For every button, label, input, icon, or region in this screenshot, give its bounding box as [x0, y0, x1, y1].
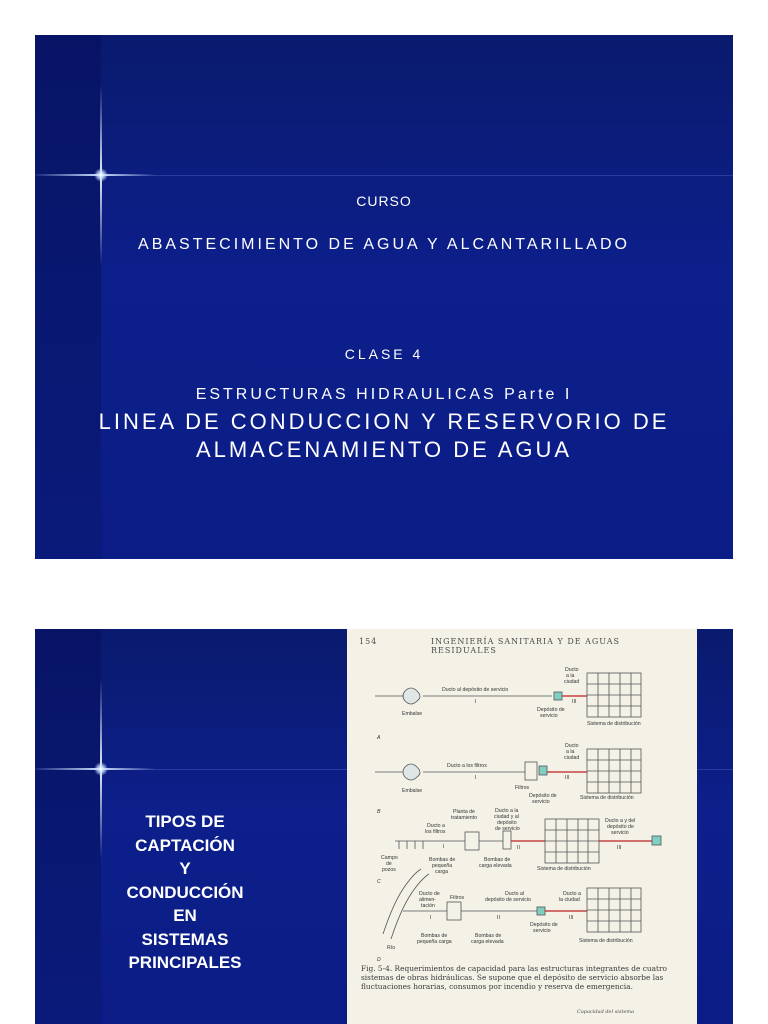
- heading-line: EN: [173, 906, 197, 925]
- heading-line: TIPOS DE: [145, 812, 225, 831]
- figure-label: la ciudad: [559, 897, 580, 903]
- figure-label: Sistema de distribución: [587, 721, 641, 727]
- figure-label: Ducto a la: [495, 808, 519, 814]
- figure-label: alimen-: [419, 897, 437, 903]
- left-band: [35, 629, 101, 1024]
- figure-label: ciudad y al: [494, 814, 519, 820]
- heading-line: SISTEMAS: [141, 929, 229, 949]
- figure-label: tratamiento: [451, 815, 477, 821]
- figure-label: carga elevada: [471, 939, 504, 945]
- main-title: [35, 408, 733, 464]
- figure-label: Depósito de: [530, 922, 558, 928]
- content-slide: [35, 629, 733, 1024]
- class-number: CLASE 4: [344, 346, 424, 362]
- sparkle-icon: [94, 762, 108, 776]
- figure-label: depósito de: [607, 824, 634, 830]
- running-title: INGENIERÍA SANITARIA Y DE AGUAS RESIDUALES: [431, 637, 621, 655]
- figure-label: depósito de servicio: [485, 897, 531, 903]
- figure-label: Sistema de distribución: [579, 938, 633, 944]
- figure-label: Campo: [381, 855, 398, 861]
- figure-letter: D: [377, 957, 381, 963]
- figure-label: I: [443, 844, 445, 850]
- figure-label: Bombas de: [429, 857, 456, 863]
- figure-label: Ducto al: [505, 891, 525, 897]
- figure-label: Depósito de: [529, 793, 557, 799]
- figure-label: Embalse: [402, 711, 423, 717]
- scanned-book-page: [347, 629, 697, 1024]
- figure-label: III: [617, 845, 622, 851]
- figure-label: II: [517, 845, 520, 851]
- figure-label: Ducto a los filtros: [447, 763, 487, 769]
- figure-label: carga: [435, 869, 448, 875]
- sparkle-icon: [94, 168, 108, 182]
- figure-label: pequeña carga: [417, 939, 452, 945]
- curso-label: CURSO: [356, 193, 412, 209]
- figure-label: I: [475, 699, 477, 705]
- heading-line: CAPTACIÓN: [135, 835, 235, 855]
- heading-line: Y: [179, 859, 191, 878]
- figure-label: ciudad: [564, 679, 580, 685]
- figure-label: depósito: [497, 820, 517, 826]
- figure-label: tación: [421, 903, 435, 909]
- figure-label: III: [569, 915, 574, 921]
- main-title-line-2: ALMACENAMIENTO DE AGUA: [195, 437, 573, 462]
- figure-label: servicio: [611, 830, 629, 836]
- figure-label: Ducto a y del: [605, 818, 636, 824]
- figure-label: los filtros: [425, 829, 446, 835]
- figure-label: Ducto a: [563, 891, 581, 897]
- figure-label: Filtros: [515, 785, 530, 791]
- figure-label: Ducto: [565, 667, 579, 673]
- figure-label: de servicio: [495, 826, 520, 832]
- figure-label: pozos: [382, 867, 396, 873]
- figure-label: Sistema de distribución: [580, 795, 634, 801]
- figure-label: Ducto a: [427, 823, 445, 829]
- figure-label: Bombas de: [421, 933, 448, 939]
- figure-label: Ducto: [565, 743, 579, 749]
- figure-label: a la: [566, 749, 575, 755]
- left-band: [35, 35, 101, 559]
- figure-label: Ducto de: [419, 891, 440, 897]
- page-number: 154: [359, 637, 378, 646]
- figure-label: Planta de: [453, 809, 475, 815]
- title-slide: [35, 35, 733, 559]
- horizontal-rule: [101, 175, 733, 176]
- figure-letter: C: [377, 879, 381, 885]
- figure-label: servicio: [533, 928, 551, 934]
- figure-label: servicio: [532, 799, 550, 805]
- figure-letter: B: [377, 809, 381, 815]
- figure-label: pequeña: [432, 863, 453, 869]
- figure-label: I: [475, 775, 477, 781]
- figure-label: ciudad: [564, 755, 580, 761]
- main-title-line-1: LINEA DE CONDUCCION Y RESERVORIO DE: [98, 409, 670, 434]
- figure-letter: A: [377, 735, 381, 741]
- figure-label: Bombas de: [484, 857, 511, 863]
- hydraulic-systems-figure: [347, 629, 697, 964]
- figure-label: III: [572, 699, 577, 705]
- figure-label: II: [497, 915, 500, 921]
- figure-label: de: [386, 861, 392, 867]
- figure-label: a la: [566, 673, 575, 679]
- slide-heading: [115, 810, 255, 975]
- figure-label: Filtros: [450, 895, 465, 901]
- figure-label: Embalse: [402, 788, 423, 794]
- course-title: ABASTECIMIENTO DE AGUA Y ALCANTARILLADO: [138, 236, 630, 253]
- figure-label: I: [430, 915, 432, 921]
- footnote: Capacidad del sistema: [577, 1009, 635, 1015]
- figure-label: III: [565, 775, 570, 781]
- figure-label: Bombas de: [475, 933, 502, 939]
- figure-label: servicio: [540, 713, 558, 719]
- figure-label: Sistema de distribución: [537, 866, 591, 872]
- figure-label: Depósito de: [537, 707, 565, 713]
- figure-caption: Fig. 5-4. Requerimientos de capacidad para las estructuras integrantes de cuatro sistemas de obras hidráulicas. Se supone que el depósito de servicio absorbe las fluctuaciones horarias, consumos por incendio y reserva de emergencia.: [361, 964, 667, 991]
- figure-label: carga elevada: [479, 863, 512, 869]
- part-title: ESTRUCTURAS HIDRAULICAS Parte I: [195, 386, 573, 403]
- heading-line: PRINCIPALES: [128, 953, 242, 972]
- figure-label: Río: [387, 945, 396, 951]
- figure-label: Ducto al depósito de servicio: [442, 687, 509, 693]
- heading-line: CONDUCCIÓN: [126, 882, 244, 902]
